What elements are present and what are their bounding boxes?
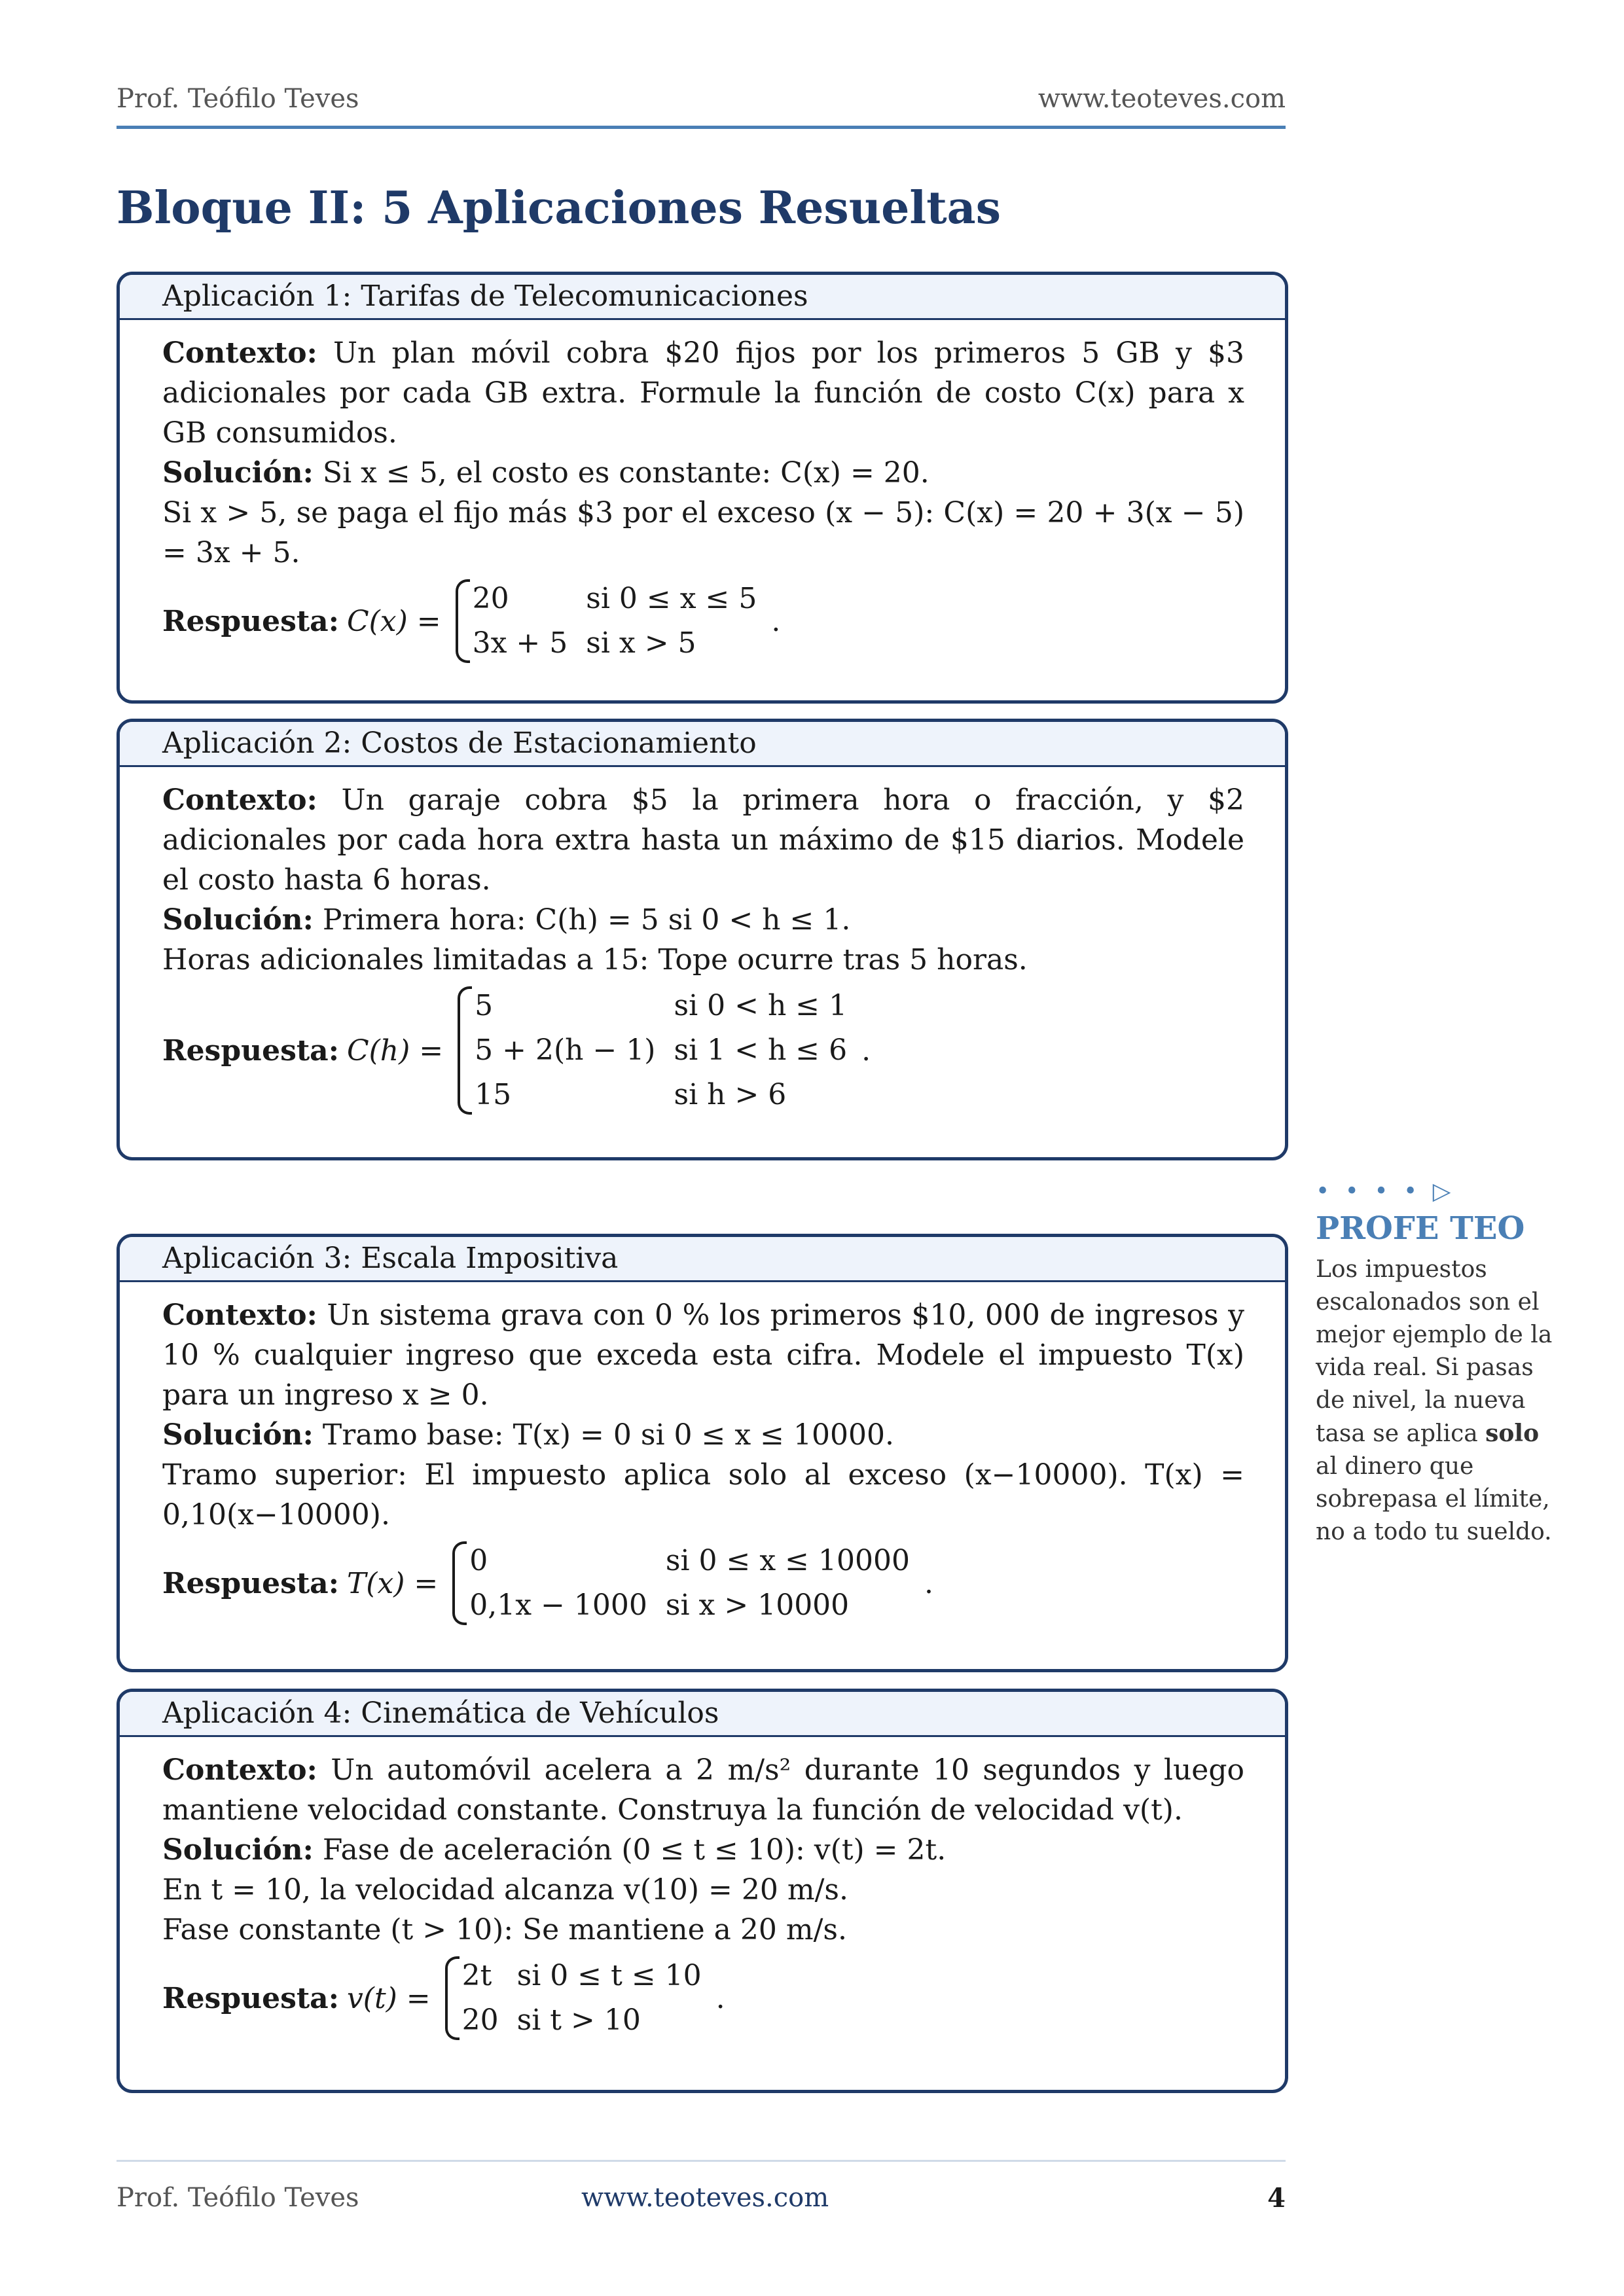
case-cond: si 0 < h ≤ 1 — [674, 989, 848, 1022]
page-title: Bloque II: 5 Aplicaciones Resueltas — [117, 182, 1001, 234]
application-box-1 — [117, 272, 1288, 704]
page-header — [117, 84, 1286, 129]
answer-label: Respuesta: — [162, 1566, 339, 1600]
solution-text: Primera hora: C(h) = 5 si 0 < h ≤ 1. — [322, 903, 851, 937]
left-brace — [451, 984, 471, 1117]
piecewise-cases — [439, 1954, 716, 2043]
context-paragraph — [162, 1750, 1244, 1830]
context-paragraph — [162, 1295, 1244, 1415]
application-box-2 — [117, 719, 1288, 1160]
application-box-4 — [117, 1689, 1288, 2093]
context-text: Un plan móvil cobra $20 fijos por los primeros 5 GB y $3 adicionales por cada GB extra. Formule la función de costo C(x) para x GB consumidos. — [162, 336, 1244, 450]
application-heading: Aplicación 4: Cinemática de Vehículos — [120, 1692, 1285, 1737]
solution-label: Solución: — [162, 456, 314, 490]
case-cond: si x > 5 — [586, 626, 696, 660]
context-text: Un sistema grava con 0 % los primeros $10, 000 de ingresos y 10 % cualquier ingreso que exceda esta cifra. Modele el impuesto T(x) para un ingreso x ≥ 0. — [162, 1299, 1244, 1412]
case-expr: 20 — [461, 2003, 499, 2037]
footer-site[interactable]: www.teoteves.com — [581, 2183, 829, 2213]
case-expr: 20 — [472, 582, 509, 615]
answer: Respuesta: C(h) = 5 si 0 < h ≤ 1 5 + 2(h − 1) si 1 < h ≤ 6 15 si h > 6 . — [162, 984, 1244, 1117]
header-author: Prof. Teófilo Teves — [117, 84, 359, 114]
case-expr: 15 — [475, 1078, 512, 1111]
left-brace — [449, 577, 469, 666]
solution-extra: Tramo superior: El impuesto aplica solo al exceso (x−10000). T(x) = 0,10(x−10000). — [162, 1458, 1244, 1532]
header-site[interactable]: www.teoteves.com — [1038, 84, 1286, 114]
solution-label: Solución: — [162, 903, 314, 937]
case-cond: si h > 6 — [674, 1078, 787, 1111]
answer-function: v(t) = — [346, 1981, 431, 2015]
case-cond: si 0 ≤ x ≤ 10000 — [665, 1544, 911, 1577]
context-paragraph — [162, 780, 1244, 900]
context-label: Contexto: — [162, 336, 317, 370]
case-cond: si t > 10 — [516, 2003, 641, 2037]
case-cond: si 0 ≤ x ≤ 5 — [586, 582, 757, 615]
note-text-before: Los impuestos escalonados son el mejor ejemplo de la vida real. Si pasas de nivel, la nueva tasa se aplica — [1316, 1256, 1553, 1447]
solution-paragraph — [162, 1830, 1244, 1870]
margin-note — [1316, 1178, 1564, 1549]
left-brace — [446, 1539, 465, 1628]
solution-extra: Horas adicionales limitadas a 15: Tope ocurre tras 5 horas. — [162, 943, 1028, 977]
piecewise-cases — [446, 1539, 924, 1628]
margin-note-text — [1316, 1253, 1564, 1549]
context-text: Un garaje cobra $5 la primera hora o fracción, y $2 adicionales por cada hora extra hasta un máximo de $15 diarios. Modele el costo hasta 6 horas. — [162, 783, 1244, 897]
application-heading: Aplicación 3: Escala Impositiva — [120, 1237, 1285, 1282]
case-cond: si 1 < h ≤ 6 — [674, 1033, 848, 1067]
case-expr: 5 — [475, 989, 494, 1022]
case-expr: 0,1x − 1000 — [469, 1588, 647, 1622]
answer: Respuesta: v(t) = 2t si 0 ≤ t ≤ 10 20 si t > 10 . — [162, 1954, 1244, 2043]
answer-label: Respuesta: — [162, 604, 339, 638]
application-heading: Aplicación 1: Tarifas de Telecomunicaciones — [120, 275, 1285, 320]
context-label: Contexto: — [162, 1299, 317, 1332]
page-number: 4 — [1267, 2183, 1286, 2214]
answer: Respuesta: T(x) = 0 si 0 ≤ x ≤ 10000 0,1x − 1000 si x > 10000 . — [162, 1539, 1244, 1628]
solution-extra: Si x > 5, se paga el fijo más $3 por el exceso (x − 5): C(x) = 20 + 3(x − 5) = 3x + 5. — [162, 496, 1244, 569]
answer-function: C(h) = — [346, 1033, 444, 1067]
solution-extra: Fase constante (t > 10): Se mantiene a 20 m/s. — [162, 1913, 847, 1946]
piecewise-cases — [449, 577, 772, 666]
solution-extra: En t = 10, la velocidad alcanza v(10) = 20 m/s. — [162, 1873, 848, 1907]
context-label: Contexto: — [162, 1753, 317, 1787]
arrow-icon: • • • • ▷ — [1316, 1178, 1455, 1205]
answer-function: C(x) = — [346, 604, 441, 638]
context-text: Un automóvil acelera a 2 m/s² durante 10 segundos y luego mantiene velocidad constante. Construya la función de velocidad v(t). — [162, 1753, 1244, 1827]
context-label: Contexto: — [162, 783, 317, 817]
solution-paragraph — [162, 1415, 1244, 1455]
piecewise-cases — [451, 984, 861, 1117]
note-text-bold: solo — [1485, 1420, 1540, 1447]
context-paragraph — [162, 333, 1244, 453]
page-footer — [117, 2160, 1286, 2221]
solution-paragraph — [162, 453, 1244, 493]
case-expr: 5 + 2(h − 1) — [475, 1033, 656, 1067]
answer-label: Respuesta: — [162, 1033, 339, 1067]
left-brace — [439, 1954, 458, 2043]
solution-label: Solución: — [162, 1418, 314, 1452]
solution-text: Si x ≤ 5, el costo es constante: C(x) = 20. — [322, 456, 929, 490]
case-expr: 3x + 5 — [472, 626, 568, 660]
application-heading: Aplicación 2: Costos de Estacionamiento — [120, 722, 1285, 767]
application-box-3 — [117, 1234, 1288, 1672]
margin-note-title: PROFE TEO — [1316, 1210, 1525, 1247]
note-text-after: al dinero que sobrepasa el límite, no a todo tu sueldo. — [1316, 1453, 1552, 1545]
answer-function: T(x) = — [346, 1566, 439, 1600]
solution-label: Solución: — [162, 1833, 314, 1867]
answer: Respuesta: C(x) = 20 si 0 ≤ x ≤ 5 3x + 5 si x > 5 . — [162, 577, 1244, 666]
case-expr: 2t — [461, 1959, 492, 1992]
case-cond: si x > 10000 — [665, 1588, 850, 1622]
footer-author: Prof. Teófilo Teves — [117, 2183, 359, 2213]
solution-text: Tramo base: T(x) = 0 si 0 ≤ x ≤ 10000. — [322, 1418, 894, 1452]
case-cond: si 0 ≤ t ≤ 10 — [516, 1959, 702, 1992]
case-expr: 0 — [469, 1544, 488, 1577]
solution-paragraph — [162, 900, 1244, 940]
answer-label: Respuesta: — [162, 1981, 339, 2015]
solution-text: Fase de aceleración (0 ≤ t ≤ 10): v(t) = 2t. — [322, 1833, 947, 1867]
